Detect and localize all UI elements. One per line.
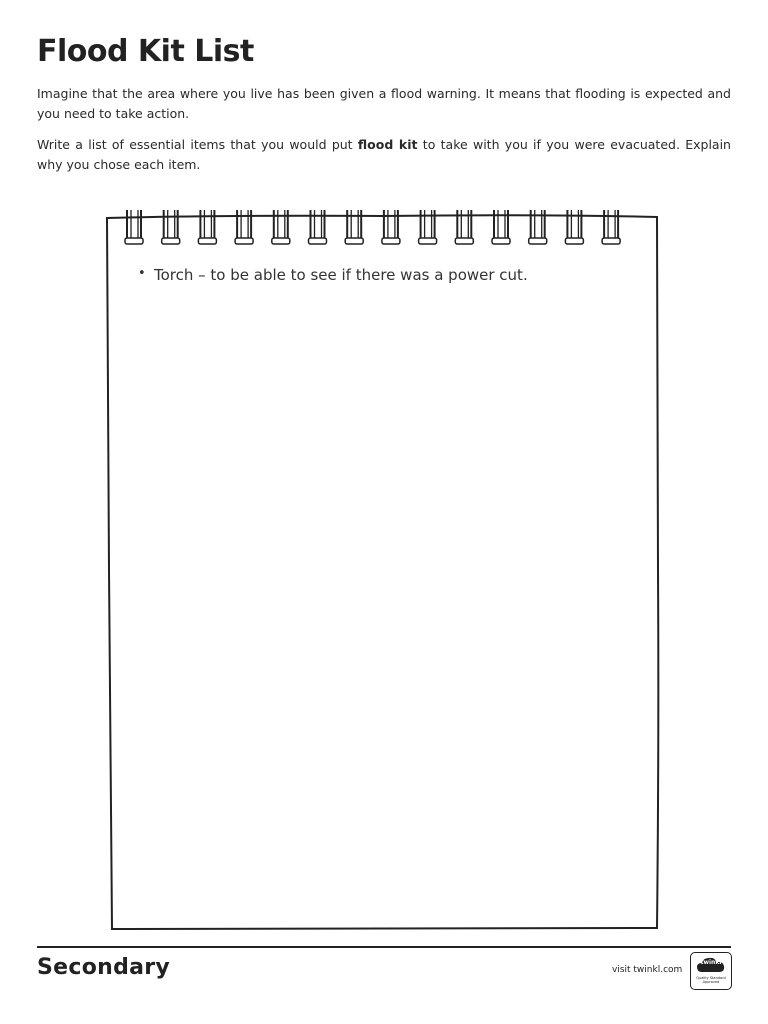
quality-standard-badge xyxy=(690,952,732,990)
intro-paragraph: Imagine that the area where you live has been given a flood warning. It means that flooding is expected and you need to take action. xyxy=(37,86,731,121)
badge-cloud-text: twinkl xyxy=(700,959,722,966)
instruction-paragraph xyxy=(37,135,731,175)
notepad-frame xyxy=(104,210,660,930)
notepad-page xyxy=(107,215,658,929)
instruction-bold-text: flood kit xyxy=(357,137,418,152)
spiral-notepad xyxy=(104,210,660,930)
footer-divider xyxy=(37,946,731,948)
kit-item-list xyxy=(138,266,528,284)
page-title: Flood Kit List xyxy=(37,34,254,69)
footer-visit-link[interactable]: visit twinkl.com xyxy=(612,965,683,975)
instruction-text-start: Write a list of essential items that you would put xyxy=(37,137,358,152)
badge-line-2: Approved xyxy=(702,980,720,984)
footer-brand: Secondary xyxy=(37,955,171,980)
kit-item: • Torch – to be able to see if there was a power cut. xyxy=(138,266,528,284)
badge-line-1: Quality Standard xyxy=(696,976,726,980)
instruction-text-end: to take with you if you were evacuated. Explain why you chose each item. xyxy=(37,137,731,172)
